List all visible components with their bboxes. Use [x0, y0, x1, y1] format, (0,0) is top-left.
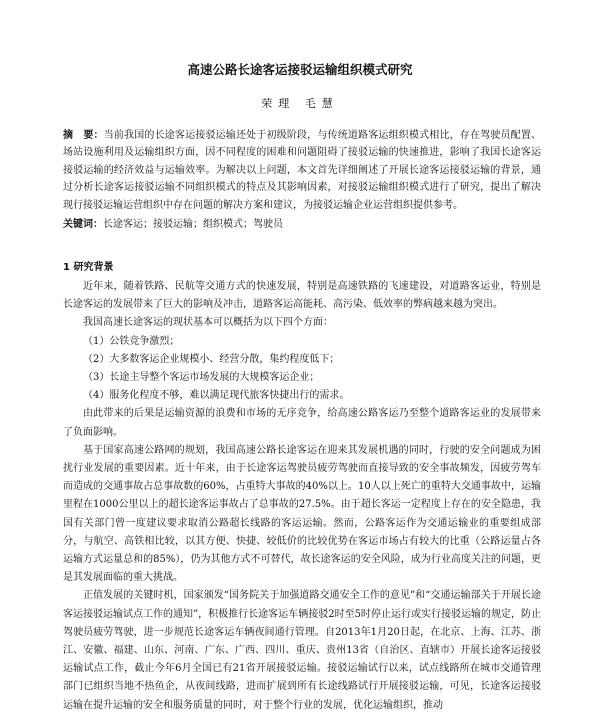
paragraph: 近年来，随着铁路、民航等交通方式的快速发展，特别是高速铁路的飞速建设，对道路客运业，特别是长途客运的发展带来了巨大的影响及冲击，道路客运高能耗、高污染、低效率的弊病越来越为突出。 [63, 281, 541, 311]
keywords [63, 216, 541, 233]
section-heading: 1 研究背景 [63, 262, 114, 273]
list-item: （1）公铁竞争激烈； [83, 335, 180, 347]
list-item: （4）服务化程度不够，难以满足现代旅客快捷出行的需求。 [83, 390, 350, 402]
paper-title: 高速公路长途客运接驳运输组织模式研究 [187, 62, 413, 77]
paragraph: 由此带来的后果是运输资源的浪费和市场的无序竞争，给高速公路客运乃至整个道路客运业的发展带来了负面影响。 [63, 408, 541, 438]
keywords-text: 长途客运；接驳运输；组织模式；驾驶员 [103, 219, 283, 230]
paragraph: 正值发展的关键时机，国家颁发“国务院关于加强道路交通安全工作的意见”和“交通运输部关于开展长途客运接驳运输试点工作的通知”，积极推行长途客运车辆接驳2时至5时停止运行或实行接驳运输的规定，防止驾驶员疲劳驾驶，进一步规范长途客运车辆夜间通行管理。自2013年1月20日起，在北京、上海、江苏、浙江、安徽、福建、山东、河南、广东、广西、四川、重庆、贵州13省（自治区、直辖市）开展长途客运接驳运输试点工作，截止今年6月全国已有21省开展接驳运输。接驳运输试行以来，试点线路所在城市交通管理部门已组织当地不热鱼企，从夜间线路，进而扩展到所有长途线路试行开展接驳运输，可见，长途客运接驳运输在提升运输的安全和服务质量的同时，对于整个行业的发展，优化运输组织，推动 [63, 590, 541, 711]
list-item: （3）长途主导整个客运市场发展的大规模客运企业； [83, 372, 320, 384]
keywords-label: 关键词： [63, 219, 103, 230]
paragraph: 基于国家高速公路网的规划，我国高速公路长途客运在迎来其发展机遇的同时，行驶的安全问题成为困扰行业发展的重要因素。近十年来，由于长途客运驾驶员疲劳驾驶而直接导致的安全事故频发，因疲劳驾车而造成的交通事故占总事故数的60%，占重特大事故的40%以上。10人以上死亡的重特大交通事故中，运输里程在1000公里以上的超长途客运事故占了总事故的27.5%。由于超长客运一定程度上存在的安全隐患，我国有关部门曾一度建议要求取消公路超长线路的客运运输。然而，公路客运作为交通运输业的重要组成部分，与航空、高铁相比较，以其方便、快捷、较低价的比较优势在客运市场占有较大的比重（公路运量占各运输方式运量总和的85%），仍为其他方式不可替代，故长途客运的安全风险，成为行业高度关注的问题，更是其发展面临的重大挑战。 [63, 444, 541, 584]
paper-authors: 荣理 毛慧 [261, 97, 339, 110]
list-item: （2）大多数客运企业规模小、经营分散，集约程度低下； [83, 353, 340, 365]
abstract [63, 127, 541, 214]
body-text [63, 278, 541, 715]
paragraph: 我国高速长途客运的现状基本可以概括为以下四个方面： [83, 317, 333, 329]
abstract-text: 当前我国的长途客运接驳运输还处于初级阶段，与传统道路客运组织模式相比，存在驾驶员配置、场站设施利用及运输组织方面，因不同程度的困难和问题阻碍了接驳运输的快速推进，影响了我国长途客运接驳运输的经济效益与运输效率。为解决以上问题，本文首先详细阐述了开展长途客运接驳运输的背景，通过分析长途客运接驳运输不同组织模式的特点及其影响因素，对接驳运输组织模式进行了研究，提出了解决现行接驳运输运营组织中存在问题的解决方案和建议，为接驳运输企业运营组织提供参考。 [63, 130, 542, 211]
abstract-label: 摘 要： [63, 130, 104, 141]
